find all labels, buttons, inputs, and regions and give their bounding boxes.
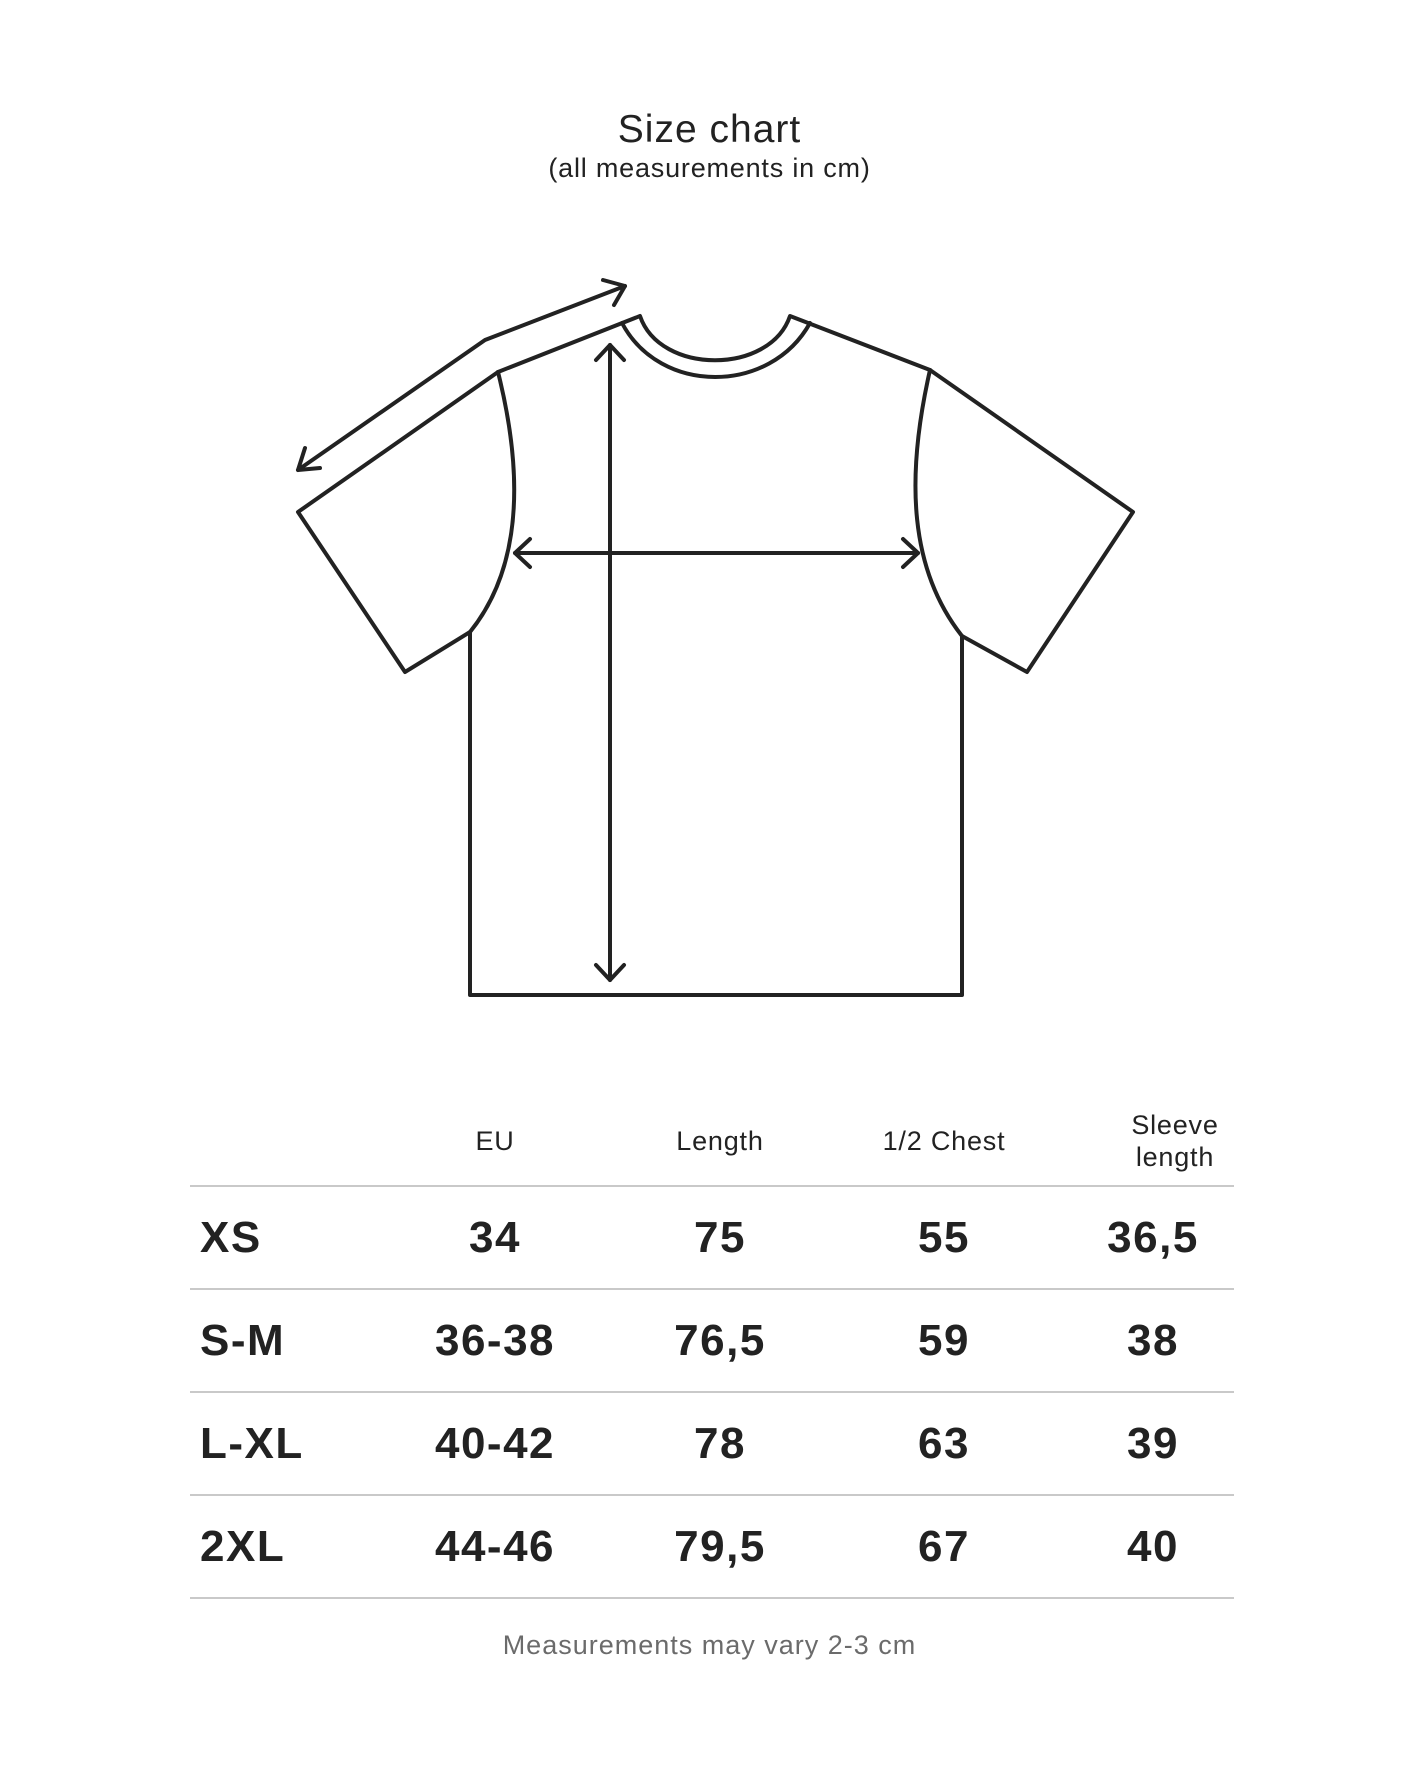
table-header — [190, 1095, 1234, 1187]
column-header-sleeve-length — [1080, 1109, 1270, 1173]
tshirt-outline — [298, 316, 1133, 995]
eu-value: 44-46 — [434, 1522, 556, 1571]
left-armhole-seam — [470, 372, 514, 632]
size-table — [190, 1095, 1234, 1599]
column-header-sleeve-line2: length — [1135, 1142, 1215, 1172]
length-arrow — [596, 345, 624, 980]
sleeve-length-value: 36,5 — [1107, 1213, 1199, 1262]
size-label: XS — [200, 1213, 262, 1262]
length-value: 78 — [694, 1419, 746, 1468]
sleeve-length-value: 39 — [1127, 1419, 1179, 1468]
half-chest-value: 63 — [918, 1419, 970, 1468]
sleeve-length-arrow — [298, 280, 625, 470]
half-chest-value: 59 — [918, 1316, 970, 1365]
eu-value: 34 — [469, 1213, 521, 1262]
half-chest-value: 67 — [918, 1522, 970, 1571]
eu-value: 40-42 — [434, 1419, 556, 1468]
size-label: S-M — [200, 1316, 286, 1365]
right-armhole-seam — [915, 370, 962, 636]
size-label: 2XL — [200, 1522, 286, 1571]
length-value: 76,5 — [674, 1316, 766, 1365]
column-header-eu: EU — [475, 1126, 515, 1156]
table-row — [190, 1496, 1234, 1599]
page-subtitle: (all measurements in cm) — [548, 153, 871, 183]
sleeve-length-value: 38 — [1127, 1316, 1179, 1365]
length-value: 79,5 — [674, 1522, 766, 1571]
column-header-half-chest: 1/2 Chest — [882, 1126, 1006, 1156]
half-chest-value: 55 — [918, 1213, 970, 1262]
table-row — [190, 1393, 1234, 1496]
size-label: L-XL — [200, 1419, 304, 1468]
column-header-length: Length — [676, 1126, 764, 1156]
table-row — [190, 1290, 1234, 1393]
sleeve-length-value: 40 — [1127, 1522, 1179, 1571]
page-title: Size chart — [617, 108, 802, 151]
half-chest-arrow — [515, 539, 918, 567]
eu-value: 36-38 — [434, 1316, 556, 1365]
column-header-sleeve-line1: Sleeve — [1131, 1110, 1219, 1140]
table-row — [190, 1187, 1234, 1290]
measurement-note: Measurements may vary 2-3 cm — [502, 1630, 917, 1660]
length-value: 75 — [694, 1213, 746, 1262]
